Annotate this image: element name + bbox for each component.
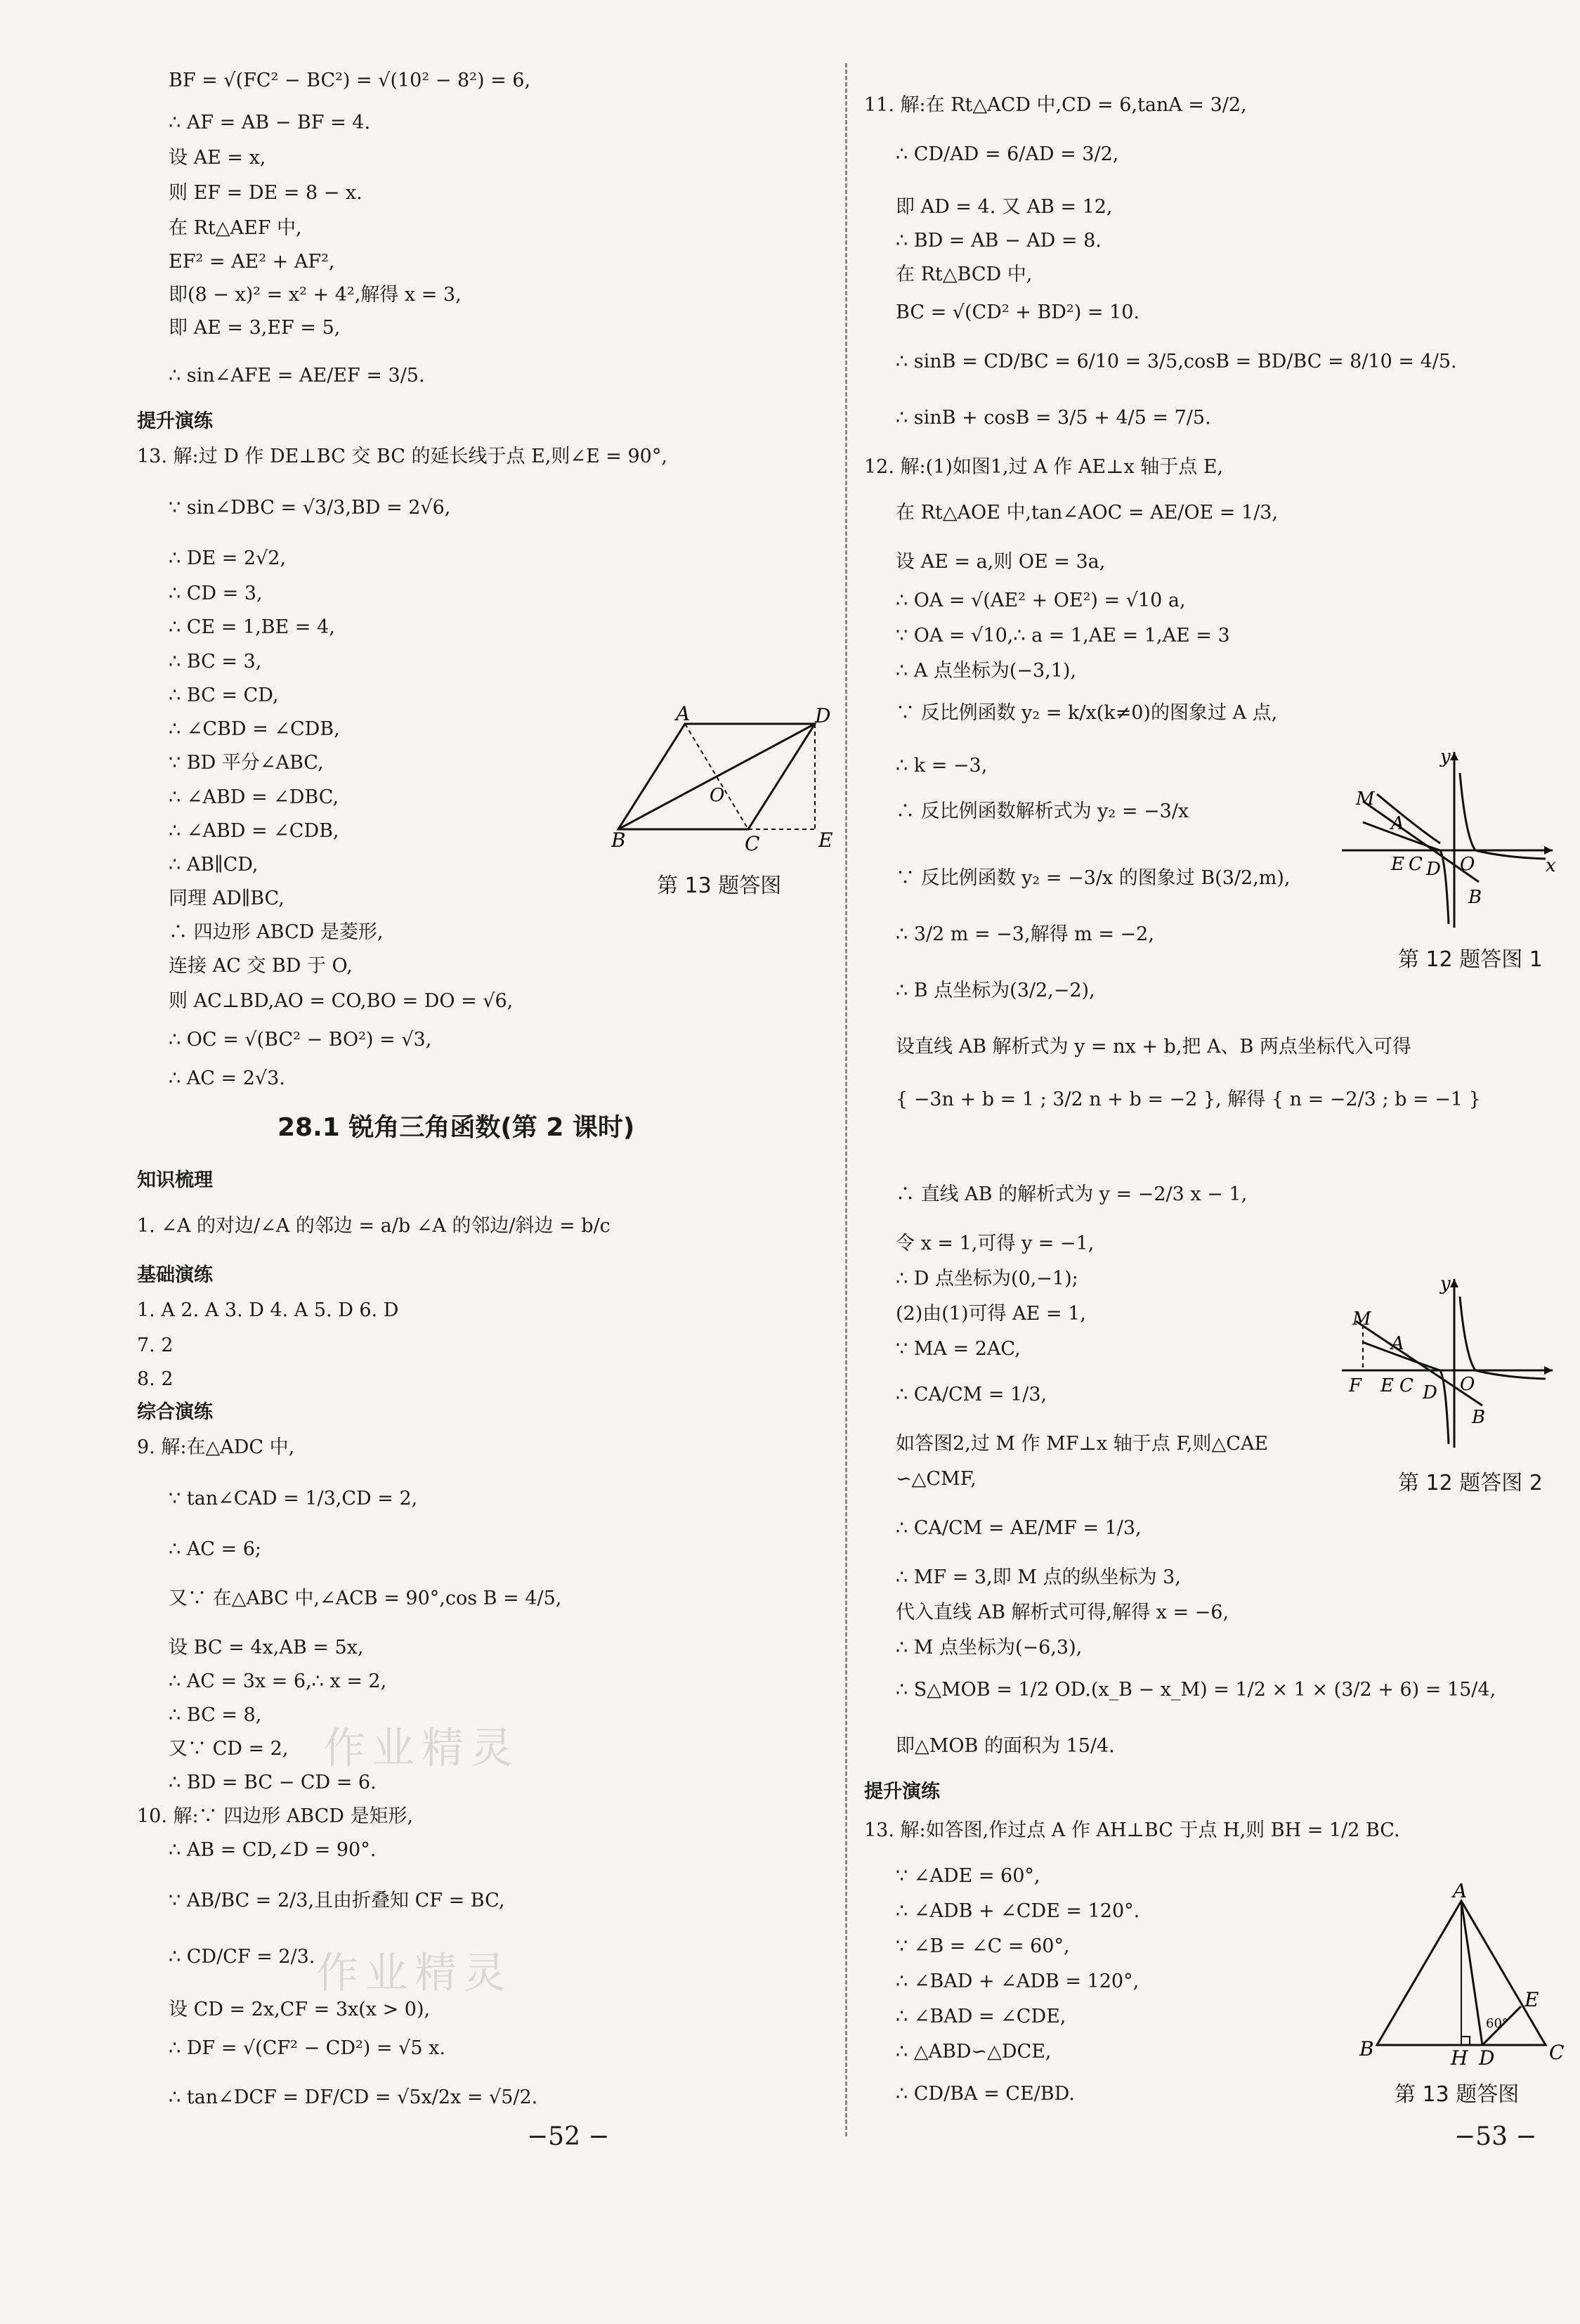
figure-caption: 第 12 题答图 2 <box>1398 1471 1543 1495</box>
text-line: ∴ △ABD∽△DCE, <box>896 2041 1052 2063</box>
text-line: ∴ AB = CD,∠D = 90°. <box>169 1839 377 1861</box>
text-line: ∴ ∠BAD = ∠CDE, <box>896 2006 1066 2027</box>
text-line: 又∵ CD = 2, <box>169 1738 289 1760</box>
text-line: BF = √(FC² − BC²) = √(10² − 8²) = 6, <box>169 70 531 91</box>
svg-text:A: A <box>1453 1883 1468 1902</box>
text-line: ∴ CA/CM = 1/3, <box>896 1384 1047 1406</box>
figure-caption: 第 13 题答图 <box>657 874 782 898</box>
text-line: ∵ MA = 2AC, <box>896 1338 1021 1360</box>
text-line: ∵ tan∠CAD = 1/3,CD = 2, <box>169 1488 418 1510</box>
text-line: 10. 解:∵ 四边形 ABCD 是矩形, <box>137 1805 414 1827</box>
text-line: ∴ OA = √(AE² + OE²) = √10 a, <box>896 590 1186 611</box>
svg-text:O: O <box>1460 854 1475 875</box>
text-line: ∴ BC = CD, <box>169 684 279 706</box>
svg-text:A: A <box>1391 1333 1404 1354</box>
column-divider <box>845 63 847 2136</box>
text-line: { −3n + b = 1 ; 3/2 n + b = −2 }, 解得 { n = −2/3 ; b = −1 } <box>896 1089 1481 1110</box>
text-line: 1. A 2. A 3. D 4. A 5. D 6. D <box>137 1299 399 1321</box>
svg-text:E: E <box>1380 1375 1394 1396</box>
text-line: ∴ CD = 3, <box>169 583 263 604</box>
svg-text:E: E <box>1391 854 1404 875</box>
text-line: ∴ B 点坐标为(3/2,−2), <box>896 980 1095 1001</box>
svg-text:H: H <box>1451 2046 1468 2066</box>
watermark: 作业精灵 <box>316 1949 513 1998</box>
text-line: ∴ ∠BAD + ∠ADB = 120°, <box>896 1971 1140 1992</box>
svg-text:B: B <box>1468 887 1482 908</box>
text-line: 在 Rt△AOE 中,tan∠AOC = AE/OE = 1/3, <box>896 502 1279 524</box>
text-line: ∴ AC = 3x = 6,∴ x = 2, <box>169 1670 387 1692</box>
text-line: 同理 AD∥BC, <box>169 888 285 909</box>
text-line: 代入直线 AB 解析式可得,解得 x = −6, <box>896 1602 1229 1623</box>
text-line: ∴ DE = 2√2, <box>169 547 287 569</box>
text-line: ∵ OA = √10,∴ a = 1,AE = 1,AE = 3 <box>896 625 1230 647</box>
text-line: ∴ MF = 3,即 M 点的纵坐标为 3, <box>896 1566 1181 1588</box>
text-line: ∴ AF = AB − BF = 4. <box>169 112 371 134</box>
text-line: ∴ sinB + cosB = 3/5 + 4/5 = 7/5. <box>896 407 1211 429</box>
svg-text:C: C <box>1549 2041 1565 2064</box>
svg-text:y: y <box>1440 1273 1451 1294</box>
text-line: ∴ BD = AB − AD = 8. <box>896 230 1102 252</box>
text-line: ∵ AB/BC = 2/3,且由折叠知 CF = BC, <box>169 1890 505 1911</box>
text-line: ∴ A 点坐标为(−3,1), <box>896 660 1077 682</box>
figure-caption: 第 12 题答图 1 <box>1398 947 1543 972</box>
graph-figure-2 <box>1335 1272 1567 1455</box>
text-line: ∴ ∠ADB + ∠CDE = 120°. <box>896 1900 1140 1922</box>
svg-text:B: B <box>1472 1407 1486 1428</box>
text-line: 基础演练 <box>137 1264 213 1286</box>
text-line: 即(8 − x)² = x² + 4²,解得 x = 3, <box>169 284 462 306</box>
text-line: 令 x = 1,可得 y = −1, <box>896 1233 1095 1254</box>
page-number-right: −53 − <box>1454 2122 1537 2151</box>
text-line: 在 Rt△BCD 中, <box>896 264 1033 285</box>
svg-text:B: B <box>1359 2037 1374 2060</box>
text-line: ∴ BD = BC − CD = 6. <box>169 1772 377 1793</box>
text-line: 在 Rt△AEF 中, <box>169 217 302 239</box>
text-line: 设直线 AB 解析式为 y = nx + b,把 A、B 两点坐标代入可得 <box>896 1036 1411 1058</box>
svg-text:D: D <box>1423 1382 1437 1403</box>
svg-text:M: M <box>1352 1309 1371 1330</box>
text-line: 13. 解:过 D 作 DE⊥BC 交 BC 的延长线于点 E,则∠E = 90°, <box>137 446 667 467</box>
svg-text:y: y <box>1440 746 1451 767</box>
svg-text:M: M <box>1356 788 1375 810</box>
text-line: ∴ ∠ABD = ∠CDB, <box>169 820 339 842</box>
text-line: ∴ AB∥CD, <box>169 854 259 876</box>
text-line: (2)由(1)可得 AE = 1, <box>896 1303 1086 1325</box>
text-line: 11. 解:在 Rt△ACD 中,CD = 6,tanA = 3/2, <box>864 94 1247 116</box>
svg-text:C: C <box>745 832 760 855</box>
graph-figure-1 <box>1335 745 1567 935</box>
text-line: 1. ∠A 的对边/∠A 的邻边 = a/b ∠A 的邻边/斜边 = b/c <box>137 1215 611 1237</box>
text-line: ∴ AC = 2√3. <box>169 1067 285 1089</box>
text-line: ∴ DF = √(CF² − CD²) = √5 x. <box>169 2037 445 2059</box>
text-line: 如答图2,过 M 作 MF⊥x 轴于点 F,则△CAE <box>896 1433 1269 1455</box>
svg-text:A: A <box>676 703 691 725</box>
svg-text:x: x <box>1546 855 1556 876</box>
text-line: 综合演练 <box>137 1401 213 1423</box>
svg-text:E: E <box>818 829 833 852</box>
svg-text:C: C <box>1399 1375 1413 1396</box>
text-line: 提升演练 <box>864 1781 940 1803</box>
text-line: ∴ 四边形 ABCD 是菱形, <box>169 921 384 943</box>
text-line: ∴ CD/CF = 2/3. <box>169 1946 315 1968</box>
svg-text:60°: 60° <box>1486 2016 1508 2031</box>
text-line: ∴ AC = 6; <box>169 1538 261 1560</box>
text-line: ∽△CMF, <box>896 1468 977 1490</box>
svg-text:O: O <box>710 785 725 806</box>
text-line: ∴ sinB = CD/BC = 6/10 = 3/5,cosB = BD/BC = 8/10 = 4/5. <box>896 351 1457 372</box>
text-line: ∴ BC = 3, <box>169 651 262 673</box>
text-line: 即△MOB 的面积为 15/4. <box>896 1735 1115 1757</box>
text-line: 28.1 锐角三角函数(第 2 课时) <box>278 1113 635 1142</box>
text-line: 设 AE = a,则 OE = 3a, <box>896 551 1106 573</box>
text-line: 则 AC⊥BD,AO = CO,BO = DO = √6, <box>169 990 514 1012</box>
text-line: ∴ 3/2 m = −3,解得 m = −2, <box>896 923 1154 945</box>
page-number-left: −52 − <box>527 2122 610 2151</box>
text-line: 13. 解:如答图,作过点 A 作 AH⊥BC 于点 H,则 BH = 1/2 BC. <box>864 1819 1400 1841</box>
text-line: ∵ 反比例函数 y₂ = −3/x 的图象过 B(3/2,m), <box>896 867 1291 889</box>
text-line: ∴ k = −3, <box>896 755 988 777</box>
svg-text:E: E <box>1524 1988 1539 2011</box>
text-line: ∴ CD/BA = CE/BD. <box>896 2083 1075 2105</box>
text-line: 12. 解:(1)如图1,过 A 作 AE⊥x 轴于点 E, <box>864 456 1224 478</box>
text-line: ∵ BD 平分∠ABC, <box>169 752 324 774</box>
text-line: ∴ sin∠AFE = AE/EF = 3/5. <box>169 365 425 387</box>
text-line: ∵ sin∠DBC = √3/3,BD = 2√6, <box>169 497 451 519</box>
text-line: 即 AD = 4. 又 AB = 12, <box>896 196 1113 218</box>
text-line: ∵ 反比例函数 y₂ = k/x(k≠0)的图象过 A 点, <box>896 702 1278 724</box>
svg-text:D: D <box>815 704 831 727</box>
rhombus-figure <box>611 703 843 857</box>
text-line: EF² = AE² + AF², <box>169 251 335 273</box>
text-line: 知识梳理 <box>137 1169 213 1191</box>
svg-text:A: A <box>1391 813 1404 834</box>
text-line: ∴ CA/CM = AE/MF = 1/3, <box>896 1517 1142 1539</box>
text-line: ∵ ∠B = ∠C = 60°, <box>896 1935 1070 1957</box>
text-line: ∴ BC = 8, <box>169 1704 262 1726</box>
text-line: ∴ S△MOB = 1/2 OD.(x_B − x_M) = 1/2 × 1 × (3/2 + 6) = 15/4, <box>896 1679 1496 1701</box>
text-line: ∴ D 点坐标为(0,−1); <box>896 1268 1078 1290</box>
text-line: 设 BC = 4x,AB = 5x, <box>169 1637 364 1658</box>
text-line: 7. 2 <box>137 1335 174 1356</box>
triangle-figure <box>1356 1883 1567 2066</box>
text-line: 即 AE = 3,EF = 5, <box>169 317 341 339</box>
watermark: 作业精灵 <box>323 1724 520 1773</box>
svg-text:D: D <box>1479 2046 1495 2066</box>
text-line: 连接 AC 交 BD 于 O, <box>169 955 353 977</box>
text-line: ∴ 直线 AB 的解析式为 y = −2/3 x − 1, <box>896 1183 1248 1205</box>
text-line: BC = √(CD² + BD²) = 10. <box>896 301 1140 323</box>
svg-text:F: F <box>1349 1375 1362 1396</box>
text-line: ∴ OC = √(BC² − BO²) = √3, <box>169 1029 432 1051</box>
text-line: 设 CD = 2x,CF = 3x(x > 0), <box>169 1999 431 2020</box>
text-line: 9. 解:在△ADC 中, <box>137 1436 295 1458</box>
text-line: 则 EF = DE = 8 − x. <box>169 182 363 204</box>
text-line: ∴ ∠CBD = ∠CDB, <box>169 718 340 740</box>
figure-caption: 第 13 题答图 <box>1395 2082 1520 2107</box>
text-line: ∴ 反比例函数解析式为 y₂ = −3/x <box>896 800 1189 822</box>
text-line: ∴ CD/AD = 6/AD = 3/2, <box>896 143 1119 165</box>
text-line: 设 AE = x, <box>169 147 266 169</box>
svg-text:C: C <box>1409 854 1423 875</box>
text-line: ∵ ∠ADE = 60°, <box>896 1865 1040 1887</box>
text-line: ∴ M 点坐标为(−6,3), <box>896 1637 1083 1658</box>
text-line: 8. 2 <box>137 1368 174 1390</box>
svg-text:B: B <box>611 829 626 852</box>
text-line: ∴ CE = 1,BE = 4, <box>169 616 335 638</box>
text-line: 提升演练 <box>137 410 213 432</box>
svg-text:D: D <box>1426 859 1441 880</box>
svg-text:O: O <box>1460 1374 1475 1395</box>
text-line: ∴ tan∠DCF = DF/CD = √5x/2x = √5/2. <box>169 2086 538 2108</box>
text-line: ∴ ∠ABD = ∠DBC, <box>169 786 339 808</box>
text-line: 又∵ 在△ABC 中,∠ACB = 90°,cos B = 4/5, <box>169 1588 562 1609</box>
